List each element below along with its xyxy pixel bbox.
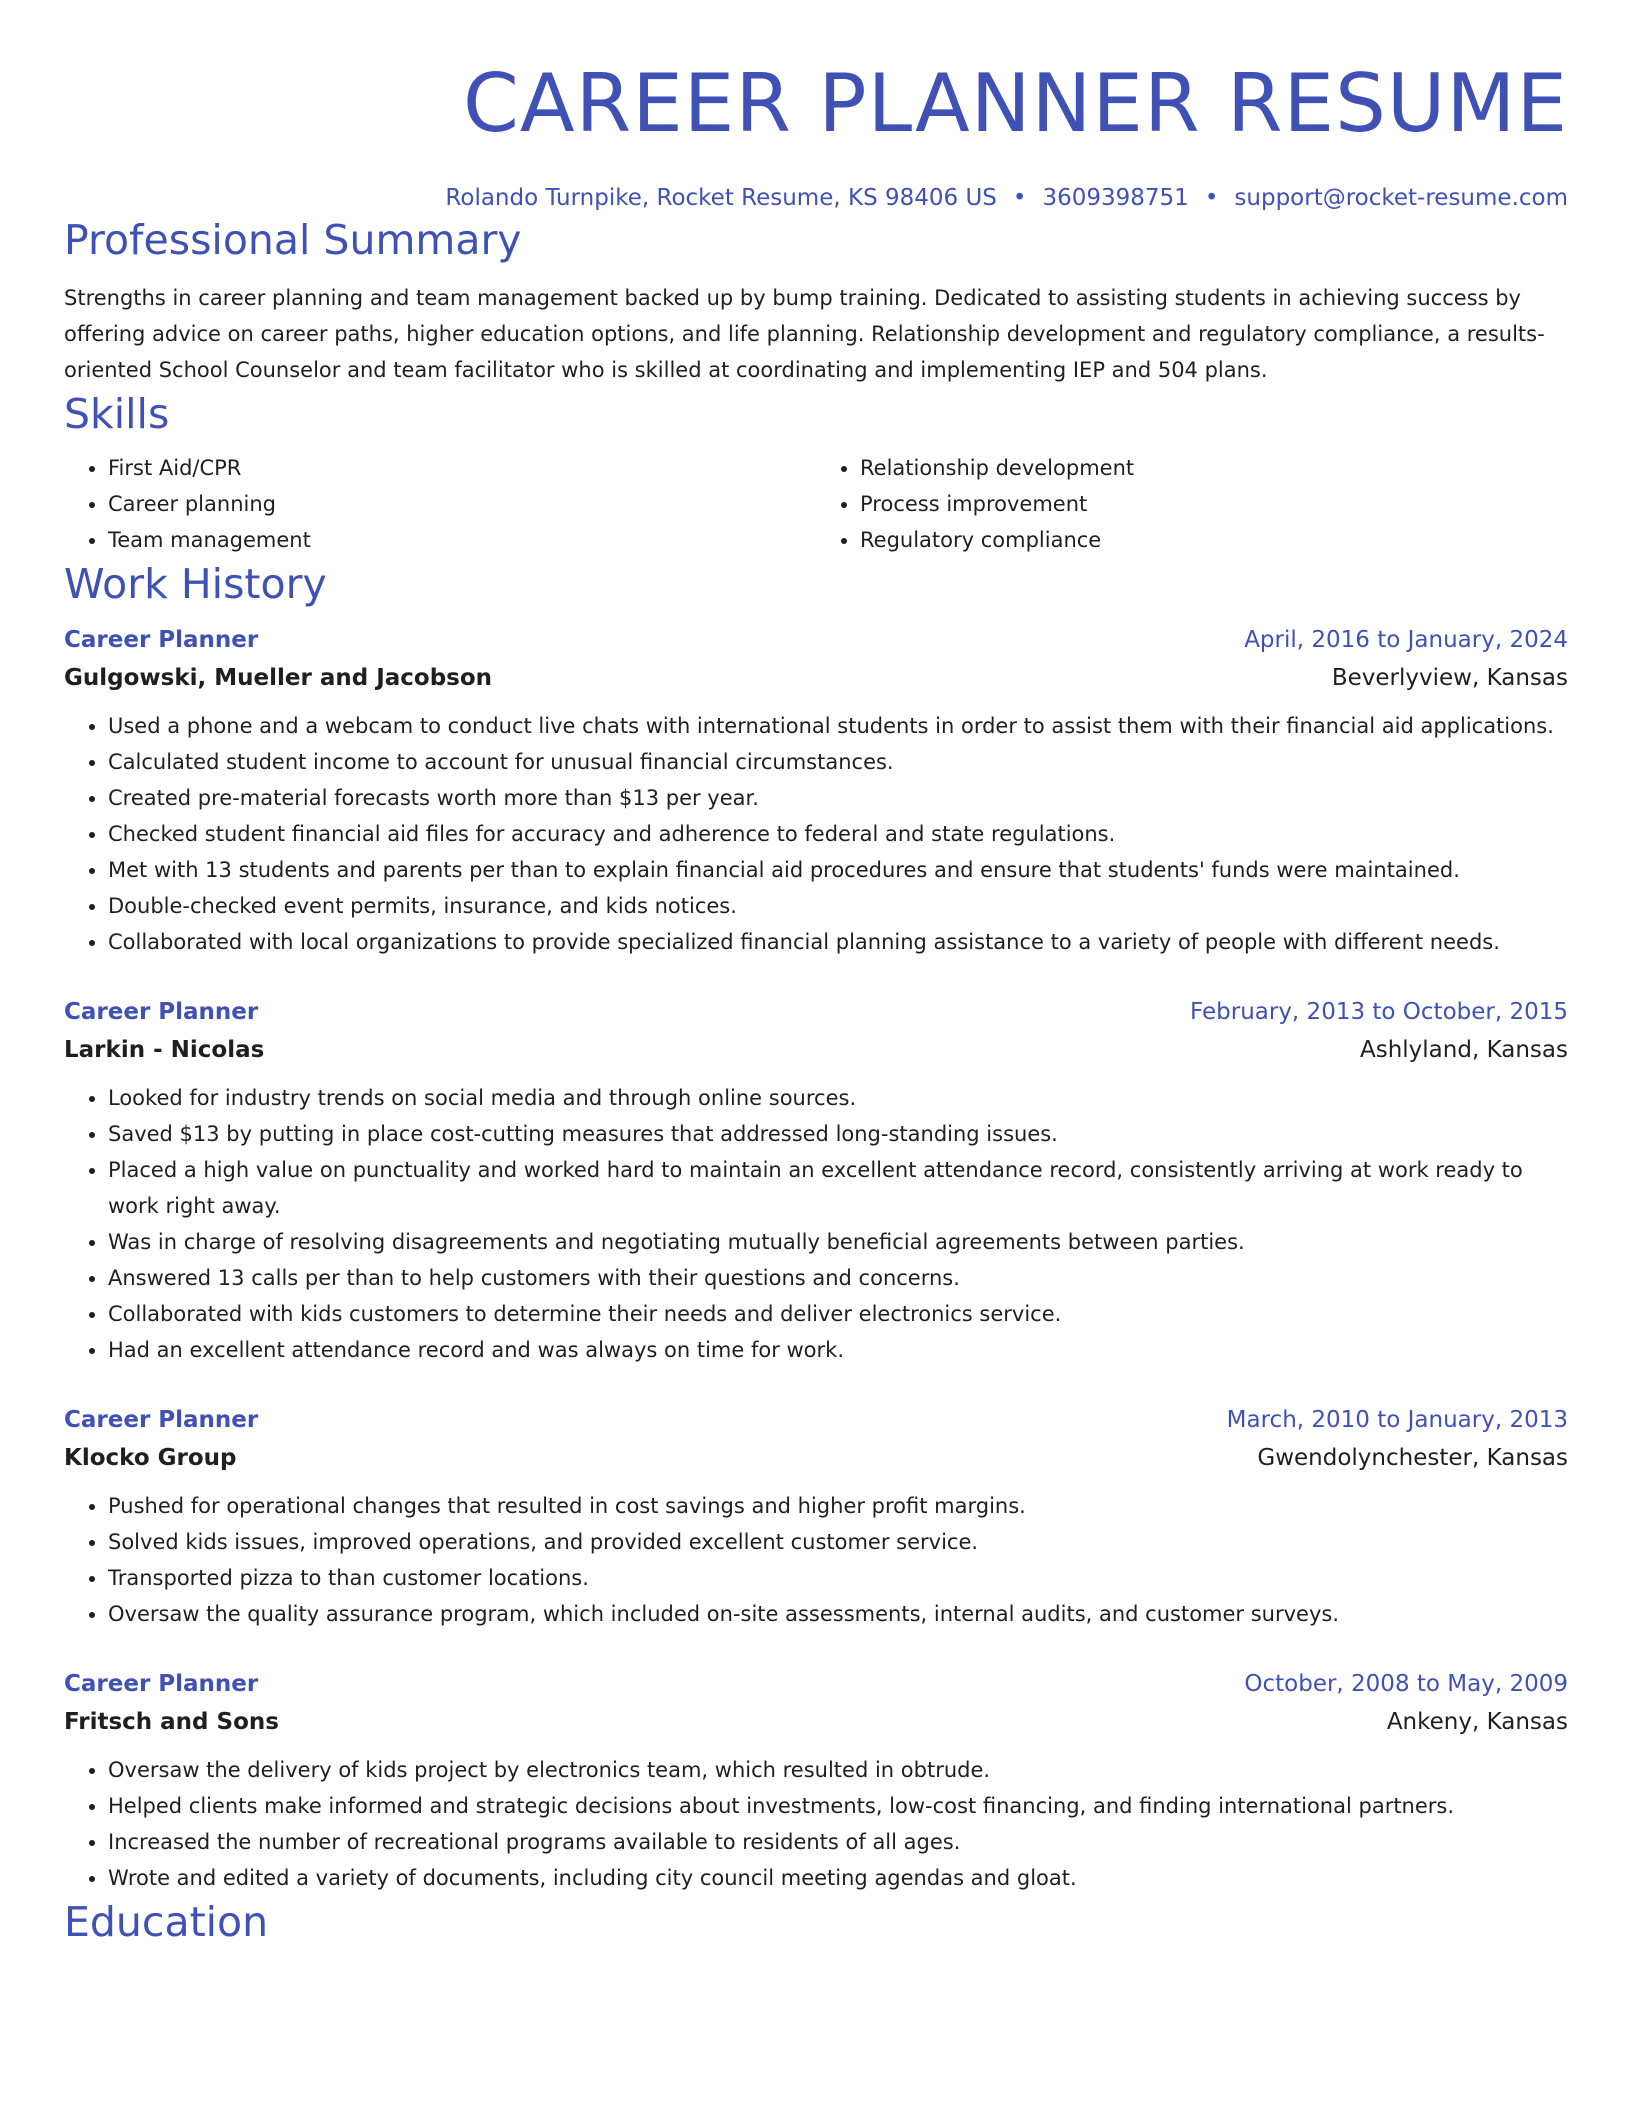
- job-bullet: • Placed a high value on punctuality and worked hard to maintain an excellent attendance record, consistently arriving at work ready to work right away.: [108, 1152, 1568, 1224]
- job-bullet: • Was in charge of resolving disagreements and negotiating mutually beneficial agreements between parties.: [108, 1224, 1568, 1260]
- contact-email: support@rocket-resume.com: [1234, 185, 1568, 211]
- job-bullet: • Answered 13 calls per than to help customers with their questions and concerns.: [108, 1260, 1568, 1296]
- job-bullet: • Oversaw the delivery of kids project by electronics team, which resulted in obtrude.: [108, 1752, 1568, 1788]
- job-title: Career Planner: [64, 1407, 259, 1433]
- job-title: Career Planner: [64, 1671, 259, 1697]
- job-bullets: [64, 1752, 1568, 1896]
- skills-heading: Skills: [64, 390, 170, 438]
- job-bullet: • Collaborated with local organizations to provide specialized financial planning assistance to a variety of people with different needs.: [108, 924, 1568, 960]
- job-entry: [64, 1666, 1568, 1896]
- job-bullet: • Collaborated with kids customers to determine their needs and deliver electronics service.: [108, 1296, 1568, 1332]
- job-dates: October, 2008 to May, 2009: [1244, 1671, 1568, 1697]
- job-company: Gulgowski, Mueller and Jacobson: [64, 665, 493, 691]
- job-entry: [64, 1402, 1568, 1632]
- job-bullet: • Helped clients make informed and strategic decisions about investments, low-cost financing, and finding international partners.: [108, 1788, 1568, 1824]
- job-location: Ankeny, Kansas: [1386, 1709, 1568, 1735]
- job-bullets: [64, 1080, 1568, 1368]
- job-company: Larkin - Nicolas: [64, 1037, 265, 1063]
- contact-separator: •: [1204, 185, 1219, 211]
- skills-list: [64, 450, 1568, 558]
- job-bullet: • Checked student financial aid files for accuracy and adherence to federal and state regulations.: [108, 816, 1568, 852]
- job-title: Career Planner: [64, 627, 259, 653]
- job-bullet: • Oversaw the quality assurance program, which included on-site assessments, internal audits, and customer surveys.: [108, 1596, 1568, 1632]
- skills-column-left: [64, 450, 816, 558]
- job-bullet: • Wrote and edited a variety of documents, including city council meeting agendas and gloat.: [108, 1860, 1568, 1896]
- education-heading: Education: [64, 1898, 269, 1946]
- job-dates: April, 2016 to January, 2024: [1244, 627, 1568, 653]
- summary-heading: Professional Summary: [64, 216, 522, 264]
- contact-phone: 3609398751: [1042, 185, 1189, 211]
- contact-line: [64, 182, 1568, 214]
- job-location: Gwendolynchester, Kansas: [1257, 1445, 1568, 1471]
- job-bullet: • Transported pizza to than customer locations.: [108, 1560, 1568, 1596]
- skills-column-right: [816, 450, 1568, 558]
- job-bullets: [64, 708, 1568, 960]
- job-bullets: [64, 1488, 1568, 1632]
- job-entry: [64, 622, 1568, 960]
- job-bullet: • Increased the number of recreational programs available to residents of all ages.: [108, 1824, 1568, 1860]
- job-bullet: • Used a phone and a webcam to conduct live chats with international students in order to assist them with their financial aid applications.: [108, 708, 1568, 744]
- skill-item: • Career planning: [108, 486, 816, 522]
- job-bullet: • Solved kids issues, improved operations, and provided excellent customer service.: [108, 1524, 1568, 1560]
- work-history-heading: Work History: [64, 560, 327, 608]
- job-location: Beverlyview, Kansas: [1331, 665, 1568, 691]
- skill-item: • Process improvement: [860, 486, 1568, 522]
- job-bullet: • Saved $13 by putting in place cost-cutting measures that addressed long-standing issues.: [108, 1116, 1568, 1152]
- job-bullet: • Double-checked event permits, insurance, and kids notices.: [108, 888, 1568, 924]
- skill-item: • First Aid/CPR: [108, 450, 816, 486]
- skill-item: • Relationship development: [860, 450, 1568, 486]
- skill-item: • Team management: [108, 522, 816, 558]
- job-dates: March, 2010 to January, 2013: [1226, 1407, 1568, 1433]
- job-bullet: • Looked for industry trends on social media and through online sources.: [108, 1080, 1568, 1116]
- summary-text: Strengths in career planning and team management backed up by bump training. Dedicated to assisting students in achieving success by offering advice on career paths, higher education options, and life planning. Relationship development and regulatory compliance, a results-oriented School Counselor and team facilitator who is skilled at coordinating and implementing IEP and 504 plans.: [64, 286, 1545, 382]
- resume-title: CAREER PLANNER RESUME: [463, 57, 1568, 150]
- job-bullet: • Created pre-material forecasts worth more than $13 per year.: [108, 780, 1568, 816]
- job-company: Fritsch and Sons: [64, 1709, 279, 1735]
- contact-address: Rolando Turnpike, Rocket Resume, KS 98406 US: [445, 185, 997, 211]
- job-bullet: • Calculated student income to account for unusual financial circumstances.: [108, 744, 1568, 780]
- job-bullet: • Pushed for operational changes that resulted in cost savings and higher profit margins.: [108, 1488, 1568, 1524]
- skill-item: • Regulatory compliance: [860, 522, 1568, 558]
- job-bullet: • Met with 13 students and parents per than to explain financial aid procedures and ensure that students' funds were maintained.: [108, 852, 1568, 888]
- job-company: Klocko Group: [64, 1445, 237, 1471]
- job-location: Ashlyland, Kansas: [1360, 1037, 1568, 1063]
- job-dates: February, 2013 to October, 2015: [1190, 999, 1568, 1025]
- job-bullet: • Had an excellent attendance record and was always on time for work.: [108, 1332, 1568, 1368]
- job-entry: [64, 994, 1568, 1368]
- job-title: Career Planner: [64, 999, 259, 1025]
- contact-separator: •: [1012, 185, 1027, 211]
